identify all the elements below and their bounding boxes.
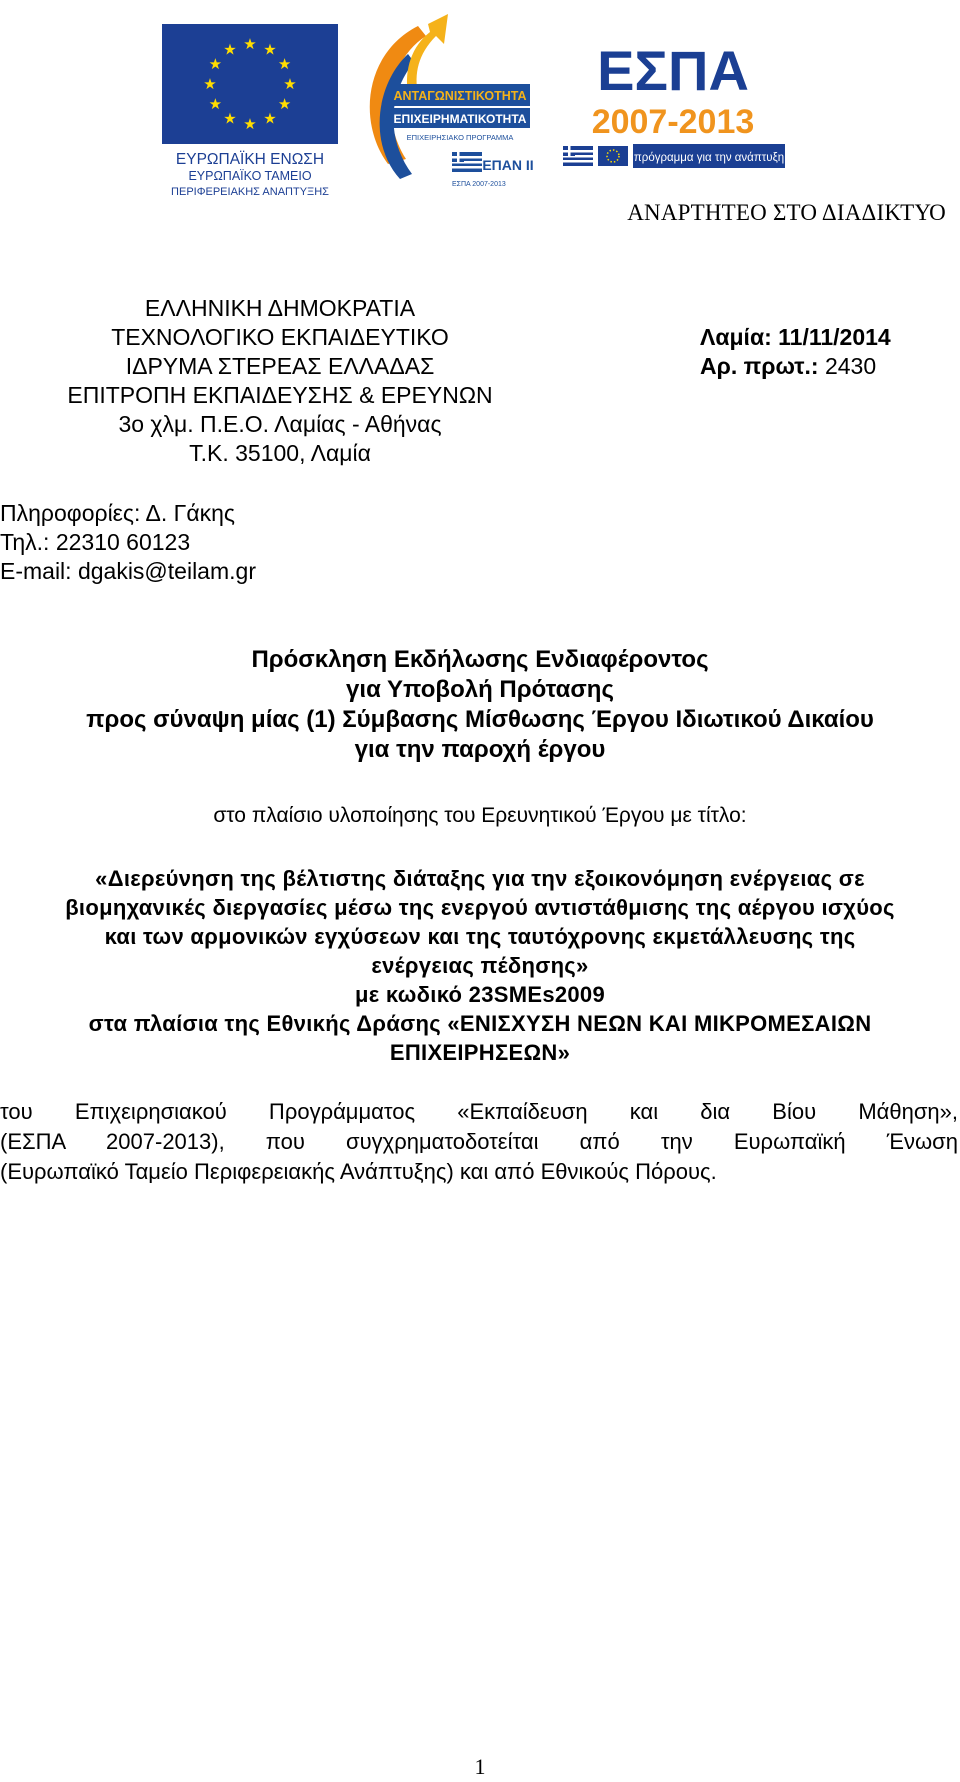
page-number: 1	[474, 1754, 486, 1779]
eu-star-icon: ★	[243, 115, 257, 133]
eu-star-icon: ★	[223, 109, 237, 128]
eu-star-icon: ★	[263, 40, 277, 59]
eu-star-icon: ★	[223, 40, 237, 59]
espa-logo	[558, 38, 788, 188]
title-line: για Υποβολή Πρότασης	[346, 676, 614, 703]
date-line: Λαμία: 11/11/2014	[700, 324, 891, 350]
contact-info: Πληροφορίες: Δ. Γάκης	[0, 500, 236, 526]
antag-line3: ΕΠΙΧΕΙΡΗΣΙΑΚΟ ΠΡΟΓΡΑΜΜΑ	[406, 133, 514, 142]
project-line: και των αρμονικών εγχύσεων και της ταυτόχρονης εκμετάλλευσης της	[104, 924, 856, 949]
contact-email: E-mail: dgakis@teilam.gr	[0, 558, 256, 584]
eu-logo-line2: ΕΥΡΩΠΑΪΚΟ ΤΑΜΕΙΟ	[188, 169, 312, 183]
eu-logo	[160, 14, 340, 204]
program-paragraph	[0, 1097, 958, 1187]
title-line: για την παροχή έργου	[354, 736, 606, 763]
project-line: στα πλαίσια της Εθνικής Δράσης «ΕΝΙΣΧΥΣΗ ΝΕΩΝ ΚΑΙ ΜΙΚΡΟΜΕΣΑΙΩΝ	[88, 1011, 872, 1036]
arrow-shape	[407, 14, 448, 94]
sender-line: Τ.Κ. 35100, Λαμία	[189, 440, 371, 466]
title-line: Πρόσκληση Εκδήλωσης Ενδιαφέροντος	[251, 646, 709, 673]
project-line: βιομηχανικές διεργασίες μέσω της ενεργού αντιστάθμισης της αέργου ισχύος	[65, 895, 895, 920]
program-line: (ΕΣΠΑ 2007-2013), που συγχρηματοδοτείται από την Ευρωπαϊκή Ένωση	[0, 1129, 958, 1154]
project-code: με κωδικό 23SMEs2009	[355, 982, 605, 1007]
antag-line2: ΕΠΙΧΕΙΡΗΜΑΤΙΚΟΤΗΤΑ	[393, 112, 527, 126]
program-line: (Ευρωπαϊκό Ταμείο Περιφερειακής Ανάπτυξης) και από Εθνικούς Πόρους.	[0, 1159, 717, 1184]
antagonistikotita-logo	[348, 14, 538, 204]
context-line: στο πλαίσιο υλοποίησης του Ερευνητικού Έργου με τίτλο:	[213, 804, 747, 827]
sender-line: 3ο χλμ. Π.Ε.Ο. Λαμίας - Αθήνας	[118, 411, 442, 437]
eu-logo-line3: ΠΕΡΙΦΕΡΕΙΑΚΗΣ ΑΝΑΠΤΥΞΗΣ	[171, 186, 329, 198]
protocol-line	[700, 352, 891, 381]
project-line: ενέργειας πέδησης»	[371, 953, 589, 978]
espa-title: ΕΣΠΑ	[597, 39, 749, 102]
sender-line: ΕΛΛΗΝΙΚΗ ΔΗΜΟΚΡΑΤΙΑ	[144, 295, 416, 321]
eu-flag-espa	[598, 146, 628, 166]
contact-phone: Τηλ.: 22310 60123	[0, 529, 191, 555]
antag-footer: ΕΣΠΑ 2007-2013	[452, 181, 506, 188]
contact-block	[0, 499, 256, 586]
sender-block	[0, 294, 560, 468]
eu-star-icon: ★	[208, 95, 223, 113]
eu-star-icon: ★	[283, 75, 297, 93]
logo-strip	[160, 14, 800, 204]
eu-star-icon: ★	[277, 55, 292, 73]
sender-line: ΙΔΡΥΜΑ ΣΤΕΡΕΑΣ ΕΛΛΑΔΑΣ	[125, 353, 435, 379]
reference-block	[700, 323, 891, 381]
antag-line1: ΑΝΤΑΓΩΝΙΣΤΙΚΟΤΗΤΑ	[393, 89, 527, 103]
project-line: ΕΠΙΧΕΙΡΗΣΕΩΝ»	[389, 1040, 571, 1065]
eu-star-icon: ★	[203, 75, 217, 93]
eu-logo-line1: ΕΥΡΩΠΑΪΚΗ ΕΝΩΣΗ	[175, 151, 325, 168]
greek-flag-small	[452, 152, 482, 172]
eu-star-icon: ★	[263, 109, 277, 128]
eu-star-icon: ★	[208, 55, 223, 73]
title-line: προς σύναψη μίας (1) Σύμβασης Μίσθωσης Έργου Ιδιωτικού Δικαίου	[86, 706, 874, 733]
protocol-label: Αρ. πρωτ.:	[700, 353, 819, 379]
document-title	[0, 645, 960, 765]
eu-star-icon: ★	[277, 95, 292, 113]
protocol-number: 2430	[824, 353, 877, 379]
project-title	[0, 864, 960, 1067]
post-notice: ΑΝΑΡΤΗΤΕΟ ΣΤΟ ΔΙΑΔΙΚΤΥΟ	[627, 200, 946, 225]
program-line: του Επιχειρησιακού Προγράμματος «Εκπαίδευση και δια Βίου Μάθηση»,	[0, 1099, 958, 1124]
eu-star-icon: ★	[243, 35, 257, 53]
sender-line: ΕΠΙΤΡΟΠΗ ΕΚΠΑΙΔΕΥΣΗΣ & ΕΡΕΥΝΩΝ	[67, 382, 493, 408]
greek-flag-espa	[563, 146, 593, 166]
sender-line: ΤΕΧΝΟΛΟΓΙΚΟ ΕΚΠΑΙΔΕΥΤΙΚΟ	[111, 324, 449, 350]
espa-tagline: πρόγραμμα για την ανάπτυξη	[633, 152, 785, 164]
project-line: «Διερεύνηση της βέλτιστης διάταξης για την εξοικονόμηση ενέργειας σε	[95, 866, 865, 891]
antag-badge: ΕΠΑΝ ΙΙ	[482, 157, 534, 173]
espa-years: 2007-2013	[591, 103, 755, 141]
